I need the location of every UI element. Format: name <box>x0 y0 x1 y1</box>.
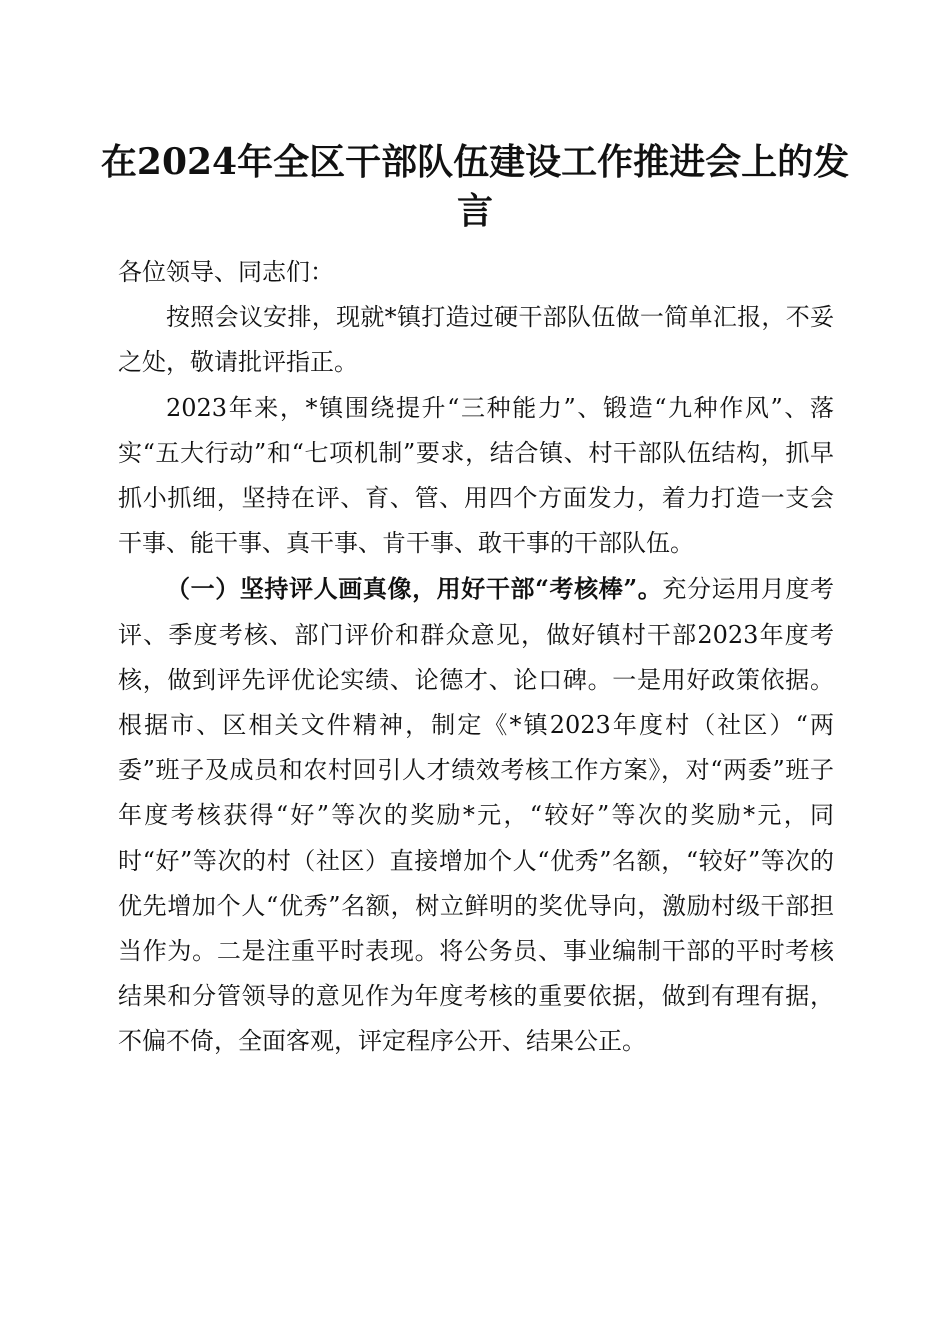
section-1-text: 充分运用月度考评、季度考核、部门评价和群众意见，做好镇村干部2023年度考核，做到评先评优论实绩、论德才、论口碑。一是用好政策依据。根据市、区相关文件精神，制定《*镇2023年度村（社区）“两委”班子及成员和农村回引人才绩效考核工作方案》，对“两委”班子年度考核获得“好”等次的奖励*元，“较好”等次的奖励*元，同时“好”等次的村（社区）直接增加个人“优秀”名额，“较好”等次的优先增加个人“优秀”名额，树立鲜明的奖优导向，激励村级干部担当作为。二是注重平时表现。将公务员、事业编制干部的平时考核结果和分管领导的意见作为年度考核的重要依据，做到有理有据，不偏不倚，全面客观，评定程序公开、结果公正。 <box>118 575 835 1056</box>
paragraph-overview: 2023年来，*镇围绕提升“三种能力”、锻造“九种作风”、落实“五大行动”和“七项机制”要求，结合镇、村干部队伍结构，抓早抓小抓细，坚持在评、育、管、用四个方面发力，着力打造一支会干事、能干事、真干事、肯干事、敢干事的干部队伍。 <box>118 393 834 558</box>
section-1-heading: （一）坚持评人画真像，用好干部“考核棒”。 <box>166 574 663 604</box>
section-1-paragraph <box>118 566 834 1064</box>
salutation: 各位领导、同志们： <box>118 258 334 286</box>
document-body <box>118 250 834 1065</box>
paragraph-intro: 按照会议安排，现就*镇打造过硬干部队伍做一简单汇报，不妥之处，敬请批评指正。 <box>118 303 834 377</box>
document-title: 在2024年全区干部队伍建设工作推进会上的发言 <box>100 141 850 232</box>
